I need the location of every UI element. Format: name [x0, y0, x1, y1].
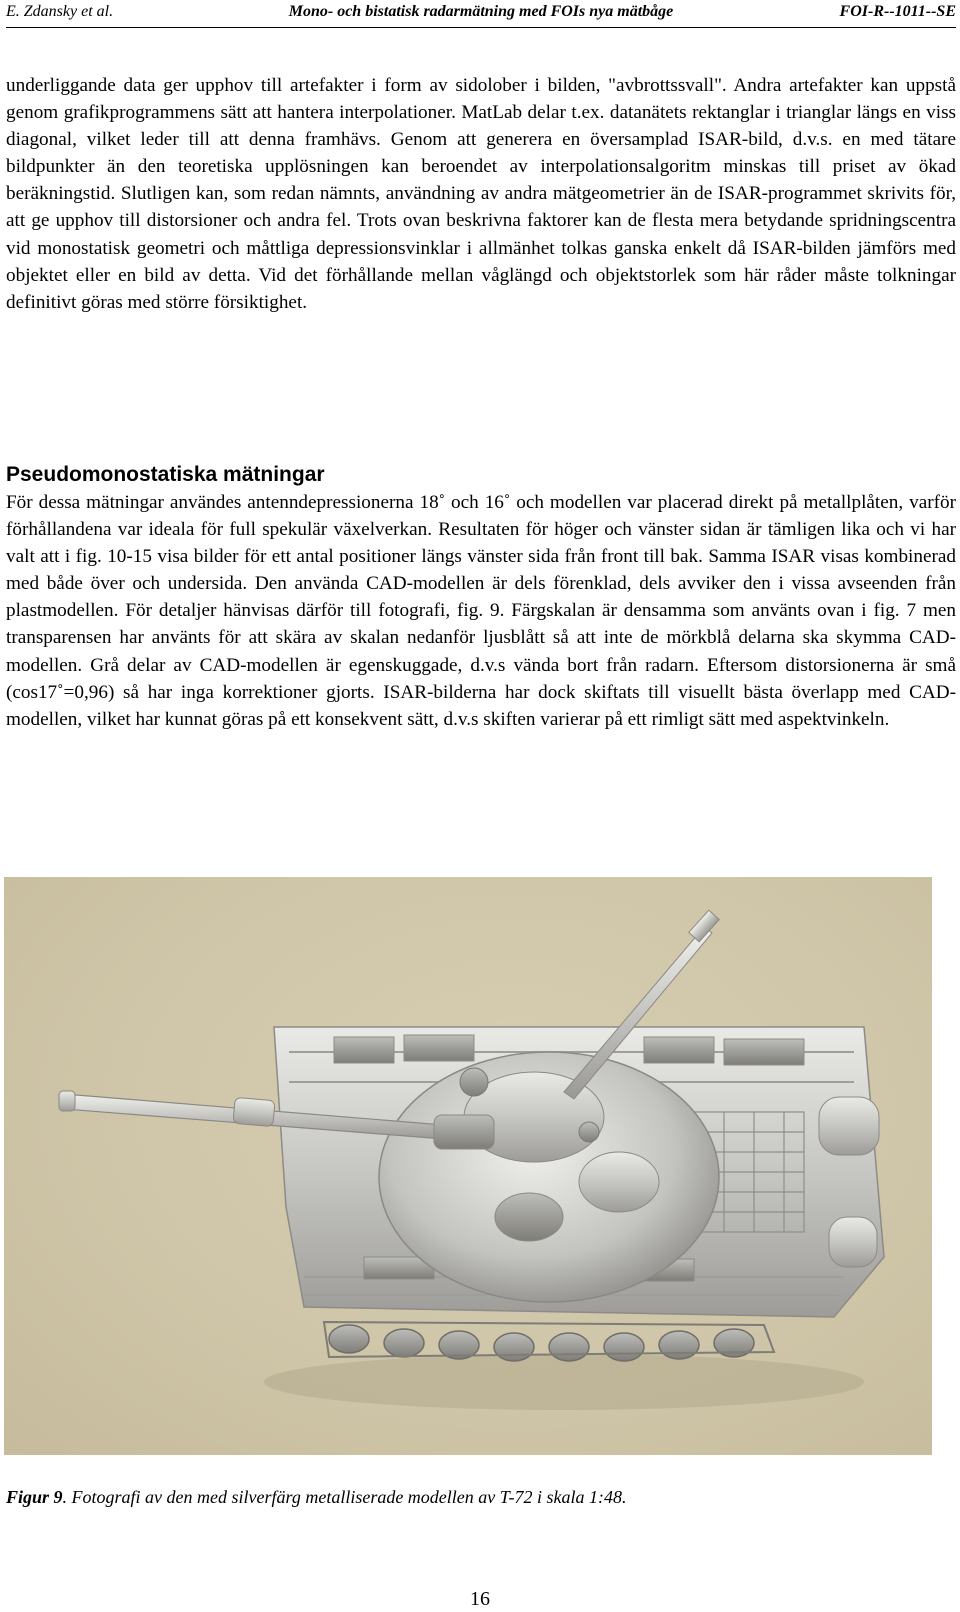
tank-model-drawing	[4, 877, 932, 1455]
figure-label: Figur 9	[6, 1487, 63, 1507]
body-paragraph-2: För dessa mätningar användes antenndepressionerna 18˚ och 16˚ och modellen var placerad direkt på metallplåten, varför förhållandena var ideala för full spekulär växelverkan. Resultaten för höger och vänster sidan är tämligen lika och vi har valt att i fig. 10-15 visa bilder för ett antal positioner längs vänster sida från front till bak. Samma ISAR visas kombinerad med både över och undersida. Den använda CAD-modellen är dels förenklad, dels avviker den i vissa avseenden från plastmodellen. För detaljer hänvisas därför till fotografi, fig. 9. Färgskalan är densamma som använts ovan i fig. 7 men transparensen har använts för att skära av skalan nedanför ljusblått så att inte de mörkblå delarna ska skymma CAD-modellen. Grå delar av CAD-modellen är egenskuggade, d.v.s vända bort från radarn. Eftersom distorsionerna är små (cos17˚=0,96) så har inga korrektioner gjorts. ISAR-bilderna har dock skiftats till visuellt bästa överlapp med CAD-modellen, vilket har kunnat göras på ett konsekvent sätt, d.v.s skiften varierar på ett rimligt sätt med aspektvinkeln.	[6, 492, 956, 730]
header-authors: E. Zdansky et al.	[6, 3, 114, 20]
figure-caption	[6, 1486, 626, 1508]
header-title: Mono- och bistatisk radarmätning med FOIs nya mätbåge	[288, 3, 674, 20]
figure-caption-text: . Fotografi av den med silverfärg metalliserade modellen av T-72 i skala 1:48.	[62, 1487, 627, 1507]
section-heading: Pseudomonostatiska mätningar	[6, 463, 325, 486]
page-number: 16	[470, 1588, 490, 1610]
body-paragraph-1: underliggande data ger upphov till artefakter i form av sidolober i bilden, "avbrottssvall". Andra artefakter kan uppstå genom grafikprogrammens sätt att hantera interpolationer. MatLab delar t.ex. datanätets rektanglar i trianglar längs en viss diagonal, vilket leder till att denna framhävs. Genom att generera en översamplad ISAR-bild, d.v.s. en med tätare bildpunkter än den teoretiska upplösningen kan beroendet av interpolationsalgoritm minskas till priset av ökad beräkningstid. Slutligen kan, som redan nämnts, användning av andra mätgeometrier än de ISAR-programmet skrivits för, att ge upphov till distorsioner och andra fel. Trots ovan beskrivna faktorer kan de flesta mera betydande spridningscentra vid monostatisk geometri och måttliga depressionsvinklar i allmänhet tolkas ganska enkelt då ISAR-bilden jämförs med objektet eller en bild av detta. Vid det förhållande mellan våglängd och objektstorlek som här råder måste tolkningar definitivt göras med större försiktighet.	[6, 75, 956, 313]
tank-turret	[379, 1052, 719, 1302]
header-report-number: FOI-R--1011--SE	[839, 3, 956, 20]
running-header	[6, 0, 956, 26]
tank-model-photo	[4, 877, 932, 1455]
header-divider	[6, 27, 956, 28]
